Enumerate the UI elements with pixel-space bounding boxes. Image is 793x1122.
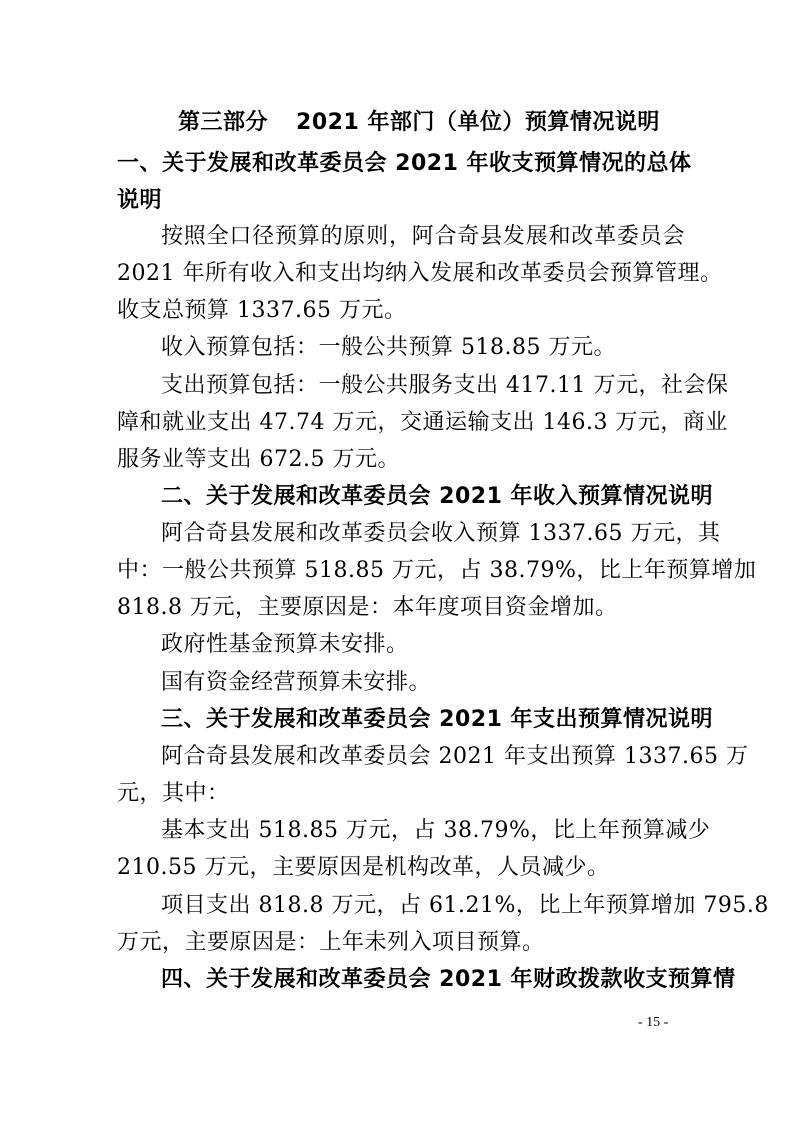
paragraph-line: 2021 年所有收入和支出均纳入发展和改革委员会预算管理。 [117,261,723,286]
paragraph-line: 818.8 万元，主要原因是：本年度项目资金增加。 [117,595,618,620]
paragraph-line: 国有资金经营预算未安排。 [161,670,432,695]
section-2-heading: 二、关于发展和改革委员会 2021 年收入预算情况说明 [161,484,714,509]
section-4-heading: 四、关于发展和改革委员会 2021 年财政拨款收支预算情 [161,967,736,992]
section-3-heading: 三、关于发展和改革委员会 2021 年支出预算情况说明 [161,707,714,732]
paragraph-line: 服务业等支出 672.5 万元。 [117,447,400,472]
paragraph-line: 收支总预算 1337.65 万元。 [117,298,407,323]
paragraph-line: 万元，主要原因是：上年未列入项目预算。 [117,930,545,955]
paragraph-line: 210.55 万元，主要原因是机构改革，人员减少。 [117,855,610,880]
paragraph-line: 基本支出 518.85 万元，占 38.79%，比上年预算减少 [161,818,711,843]
paragraph-line: 支出预算包括：一般公共服务支出 417.11 万元，社会保 [161,373,729,398]
paragraph-line: 元，其中： [117,781,230,806]
paragraph-line: 阿合奇县发展和改革委员会收入预算 1337.65 万元，其 [161,521,721,546]
page-title: 第三部分 2021 年部门（单位）预算情况说明 [178,110,660,135]
paragraph-line: 按照全口径预算的原则，阿合奇县发展和改革委员会 [161,224,685,249]
paragraph-line: 项目支出 818.8 万元，占 61.21%，比上年预算增加 795.8 [161,893,769,918]
paragraph-line: 中：一般公共预算 518.85 万元，占 38.79%，比上年预算增加 [117,558,757,583]
page-number: - 15 - [638,1015,669,1030]
paragraph-line: 障和就业支出 47.74 万元，交通运输支出 146.3 万元，商业 [117,410,728,435]
section-1-heading: 一、关于发展和改革委员会 2021 年收支预算情况的总体 [117,151,692,176]
paragraph-line: 阿合奇县发展和改革委员会 2021 年支出预算 1337.65 万 [161,744,749,769]
paragraph-line: 收入预算包括：一般公共预算 518.85 万元。 [161,335,616,360]
paragraph-line: 政府性基金预算未安排。 [161,632,409,657]
section-1-heading-cont: 说明 [117,188,163,213]
